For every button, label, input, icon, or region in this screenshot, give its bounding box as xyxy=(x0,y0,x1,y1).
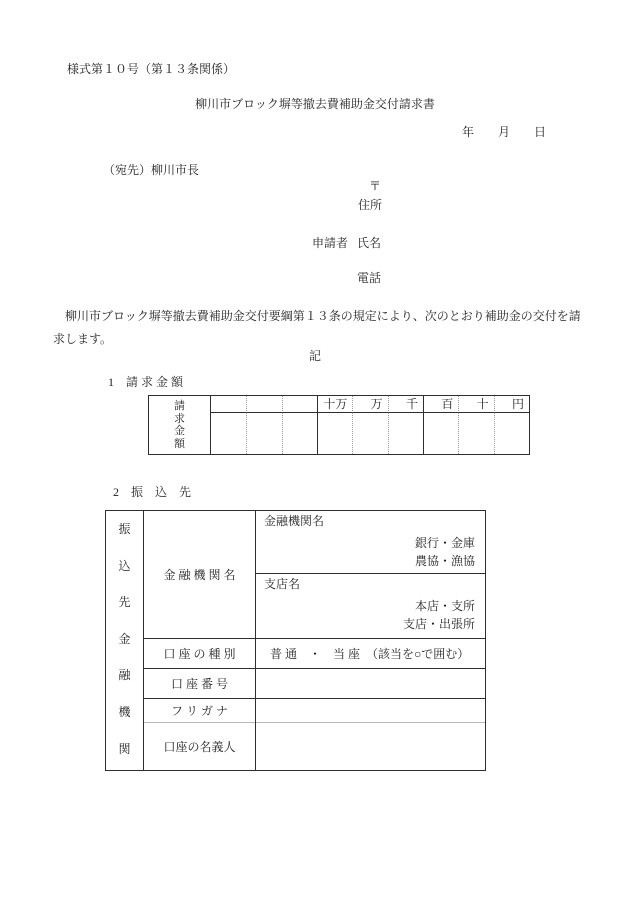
branch-name-cell xyxy=(256,574,485,639)
amount-digit-cell xyxy=(494,413,529,454)
amount-digit-cell xyxy=(246,413,281,454)
form-title: 柳川市ブロック塀等撤去費補助金交付請求書 xyxy=(195,97,435,111)
account-holder-label: 口座の名義人 xyxy=(163,740,236,754)
amount-digit-cell xyxy=(458,413,493,454)
amount-header-cell: 万 xyxy=(352,396,387,413)
institution-option: 銀行・金庫 xyxy=(414,536,475,550)
amount-digit-grid xyxy=(211,396,529,454)
amount-header-cell: 十 xyxy=(458,396,493,413)
amount-digit-cell xyxy=(352,413,387,454)
applicant-label: 申請者 xyxy=(312,236,349,250)
address-label: 住所 xyxy=(358,198,383,212)
amount-row-label: 請求金額 xyxy=(174,400,185,450)
amount-digit-cell xyxy=(423,413,458,454)
ki-mark: 記 xyxy=(308,349,321,363)
section1-heading: 1 請 求 金 額 xyxy=(108,375,184,389)
amount-digit-cell xyxy=(211,413,246,454)
transfer-side-label-cell xyxy=(106,511,144,770)
amount-header-cell xyxy=(211,396,246,413)
amount-header-cell: 百 xyxy=(423,396,458,413)
amount-row-label-cell xyxy=(149,396,211,454)
transfer-value-column xyxy=(256,511,485,770)
body-line-1: 柳川市ブロック塀等撤去費補助金交付要綱第１３条の規定により、次のとおり補助金の交付を請 xyxy=(65,309,581,323)
institution-option: 農協・漁協 xyxy=(414,554,475,568)
body-paragraph xyxy=(53,305,583,351)
transfer-table xyxy=(105,510,486,771)
amount-header-cell xyxy=(282,396,317,413)
amount-header-cell: 十万 xyxy=(317,396,352,413)
section2-heading: 2 振 込 先 xyxy=(113,485,192,499)
amount-header-cell xyxy=(246,396,281,413)
account-type-label: 口 座 の 種 別 xyxy=(144,639,255,669)
amount-digit-cell xyxy=(317,413,352,454)
phone-label: 電話 xyxy=(357,271,382,285)
recipient-line: （宛先）柳川市長 xyxy=(103,163,200,177)
postal-mark: 〒 xyxy=(369,179,382,193)
account-type-value: 普 通 ・ 当 座 （該当を○で囲む） xyxy=(256,639,485,669)
account-number-label: 口 座 番 号 xyxy=(144,669,255,699)
institution-name-cell xyxy=(256,511,485,574)
name-label: 氏名 xyxy=(357,236,382,250)
amount-digit-cell xyxy=(388,413,423,454)
amount-table xyxy=(148,395,530,455)
branch-name-caption: 支店名 xyxy=(264,577,301,591)
transfer-side-label: 振込先金融機関 xyxy=(118,522,131,756)
furigana-value-cell xyxy=(256,699,485,723)
institution-name-caption: 金融機関名 xyxy=(264,514,325,528)
amount-header-cell: 千 xyxy=(388,396,423,413)
financial-institution-label: 金 融 機 関 名 xyxy=(144,511,255,639)
account-number-value-cell xyxy=(256,669,485,699)
branch-option: 支店・出張所 xyxy=(402,617,475,631)
account-holder-value-cell xyxy=(256,723,485,770)
form-number: 様式第１０号（第１３条関係） xyxy=(67,62,236,76)
amount-header-cell: 円 xyxy=(494,396,529,413)
date-line: 年 月 日 xyxy=(462,125,547,139)
amount-digit-cell xyxy=(282,413,317,454)
body-line-2: 求します。 xyxy=(53,332,113,346)
branch-option: 本店・支所 xyxy=(414,599,475,613)
furigana-label: フ リ ガ ナ xyxy=(144,699,255,723)
transfer-label-column xyxy=(144,511,256,770)
